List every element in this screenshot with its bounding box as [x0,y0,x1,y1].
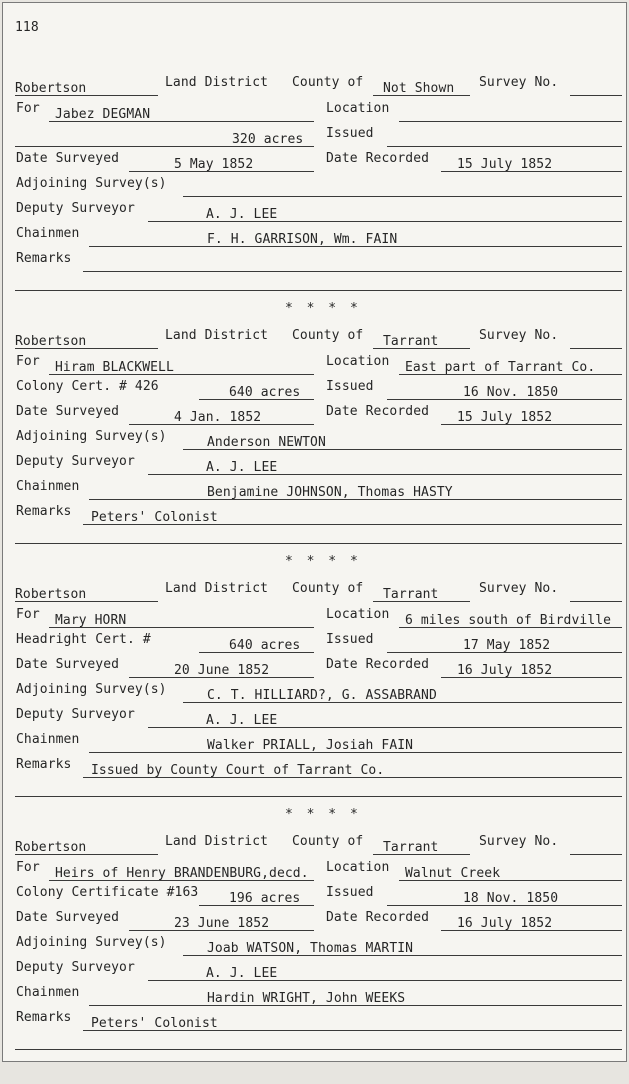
field-label: Chainmen [16,732,80,747]
field-label: Survey No. [479,834,559,849]
issued-date-value-line [387,889,622,906]
date-surveyed-value: 5 May 1852 [174,157,254,172]
deputy-surveyor-value: A. J. LEE [206,713,278,728]
date-surveyed-value-line [129,914,314,931]
field-label: Deputy Surveyor [16,454,135,469]
field-label: Issued [326,379,374,394]
grantee-value: Jabez DEGMAN [55,107,151,122]
field-label: Deputy Surveyor [16,707,135,722]
field-label: Adjoining Survey(s) [16,935,167,950]
record-separator: * * * * [285,301,361,316]
field-label: Date Recorded [326,151,430,166]
field-label: Location [326,607,390,622]
remarks-value-line [83,761,622,778]
adjoining-surveys-value: C. T. HILLIARD?, G. ASSABRAND [207,688,437,703]
land-district-value: Robertson [15,334,87,349]
date-recorded-value-line [441,155,622,172]
deputy-surveyor-value: A. J. LEE [206,966,278,981]
field-label: Remarks [16,504,72,519]
grantee-value-line [49,358,314,375]
adjoining-surveys-value: Anderson NEWTON [207,435,326,450]
county-value: Not Shown [383,81,455,96]
deputy-surveyor-value-line [148,711,622,728]
location-value-line [399,611,622,628]
date-surveyed-value: 23 June 1852 [174,916,270,931]
county-value-line [373,838,470,855]
field-label: Remarks [16,1010,72,1025]
location-value-line [399,105,622,122]
issued-date-value: 17 May 1852 [463,638,551,653]
land-district-value-line [15,585,158,602]
adjoining-surveys-value-line [183,686,622,703]
location-value: Walnut Creek [405,866,501,881]
field-label: For [16,607,40,622]
issued-date-value: 16 Nov. 1850 [463,385,559,400]
field-label: Date Recorded [326,910,430,925]
field-label: For [16,860,40,875]
land-district-value: Robertson [15,840,87,855]
adjoining-surveys-value-line [183,939,622,956]
remarks-value: Peters' Colonist [91,510,218,525]
survey-number-value-line [570,838,622,855]
field-label: Chainmen [16,226,80,241]
field-label: Adjoining Survey(s) [16,429,167,444]
county-value: Tarrant [383,587,439,602]
date-recorded-value-line [441,914,622,931]
field-label: Land District [165,834,269,849]
field-label: Land District [165,328,269,343]
field-label: Survey No. [479,328,559,343]
issued-date-value-line [387,383,622,400]
field-label: Deputy Surveyor [16,960,135,975]
chainmen-value: Walker PRIALL, Josiah FAIN [207,738,414,753]
remarks-value-line [83,1014,622,1031]
location-value-line [399,358,622,375]
chainmen-value-line [89,989,622,1006]
field-label: Remarks [16,251,72,266]
field-label: Location [326,860,390,875]
deputy-surveyor-value-line [148,964,622,981]
grantee-value-line [49,864,314,881]
date-surveyed-value-line [129,155,314,172]
field-label: Location [326,354,390,369]
date-recorded-value-line [441,408,622,425]
field-label: Adjoining Survey(s) [16,176,167,191]
county-value: Tarrant [383,840,439,855]
county-value-line [373,79,470,96]
deputy-surveyor-value-line [148,458,622,475]
acres-value: 640 acres [229,638,301,653]
field-label: County of [292,834,364,849]
land-district-value: Robertson [15,81,87,96]
chainmen-value: F. H. GARRISON, Wm. FAIN [207,232,398,247]
field-label: Location [326,101,390,116]
location-value-line [399,864,622,881]
grantee-value: Heirs of Henry BRANDENBURG,decd. [55,866,309,881]
field-label: County of [292,581,364,596]
location-value: 6 miles south of Birdville [405,613,612,628]
blank-rule [15,1049,622,1050]
blank-rule [15,543,622,544]
survey-number-value-line [570,79,622,96]
page-number: 118 [15,20,39,35]
acres-value-line [199,636,314,653]
certificate-label: Headright Cert. # [16,632,151,647]
date-recorded-value-line [441,661,622,678]
remarks-value: Issued by County Court of Tarrant Co. [91,763,385,778]
field-label: Date Surveyed [16,404,120,419]
field-label: Adjoining Survey(s) [16,682,167,697]
land-district-value-line [15,332,158,349]
land-district-value-line [15,838,158,855]
acres-value-line [199,383,314,400]
issued-date-value: 18 Nov. 1850 [463,891,559,906]
record-separator: * * * * [285,554,361,569]
remarks-value: Peters' Colonist [91,1016,218,1031]
survey-register-page [2,2,627,1062]
field-label: Deputy Surveyor [16,201,135,216]
field-label: Chainmen [16,479,80,494]
date-surveyed-value-line [129,661,314,678]
certificate-label: Colony Cert. # 426 [16,379,159,394]
acres-value: 320 acres [232,132,304,147]
acres-value-line [15,130,314,147]
adjoining-surveys-value-line [183,180,622,197]
county-value-line [373,332,470,349]
survey-record [3,75,628,325]
field-label: Issued [326,885,374,900]
field-label: Issued [326,632,374,647]
field-label: Date Surveyed [16,910,120,925]
certificate-label: Colony Certificate #163 [16,885,199,900]
land-district-value-line [15,79,158,96]
date-surveyed-value-line [129,408,314,425]
chainmen-value-line [89,483,622,500]
chainmen-value: Benjamine JOHNSON, Thomas HASTY [207,485,453,500]
field-label: Survey No. [479,581,559,596]
chainmen-value: Hardin WRIGHT, John WEEKS [207,991,406,1006]
blank-rule [15,290,622,291]
field-label: Date Surveyed [16,151,120,166]
grantee-value-line [49,105,314,122]
chainmen-value-line [89,736,622,753]
date-recorded-value: 16 July 1852 [457,916,553,931]
date-surveyed-value: 20 June 1852 [174,663,270,678]
date-recorded-value: 15 July 1852 [457,410,553,425]
survey-record [3,328,628,578]
grantee-value-line [49,611,314,628]
field-label: For [16,101,40,116]
date-recorded-value: 15 July 1852 [457,157,553,172]
issued-date-value-line [387,130,622,147]
field-label: Land District [165,581,269,596]
field-label: Chainmen [16,985,80,1000]
county-value: Tarrant [383,334,439,349]
survey-record [3,581,628,831]
survey-number-value-line [570,332,622,349]
field-label: Issued [326,126,374,141]
grantee-value: Mary HORN [55,613,127,628]
location-value: East part of Tarrant Co. [405,360,596,375]
field-label: For [16,354,40,369]
remarks-value-line [83,255,622,272]
field-label: County of [292,328,364,343]
survey-record [3,834,628,1084]
deputy-surveyor-value-line [148,205,622,222]
field-label: Date Surveyed [16,657,120,672]
date-surveyed-value: 4 Jan. 1852 [174,410,262,425]
deputy-surveyor-value: A. J. LEE [206,207,278,222]
remarks-value-line [83,508,622,525]
field-label: Remarks [16,757,72,772]
field-label: Land District [165,75,269,90]
grantee-value: Hiram BLACKWELL [55,360,174,375]
acres-value: 640 acres [229,385,301,400]
field-label: Date Recorded [326,404,430,419]
deputy-surveyor-value: A. J. LEE [206,460,278,475]
county-value-line [373,585,470,602]
date-recorded-value: 16 July 1852 [457,663,553,678]
field-label: County of [292,75,364,90]
record-separator: * * * * [285,807,361,822]
chainmen-value-line [89,230,622,247]
adjoining-surveys-value: Joab WATSON, Thomas MARTIN [207,941,414,956]
land-district-value: Robertson [15,587,87,602]
issued-date-value-line [387,636,622,653]
acres-value-line [199,889,314,906]
field-label: Survey No. [479,75,559,90]
acres-value: 196 acres [229,891,301,906]
field-label: Date Recorded [326,657,430,672]
blank-rule [15,796,622,797]
survey-number-value-line [570,585,622,602]
adjoining-surveys-value-line [183,433,622,450]
